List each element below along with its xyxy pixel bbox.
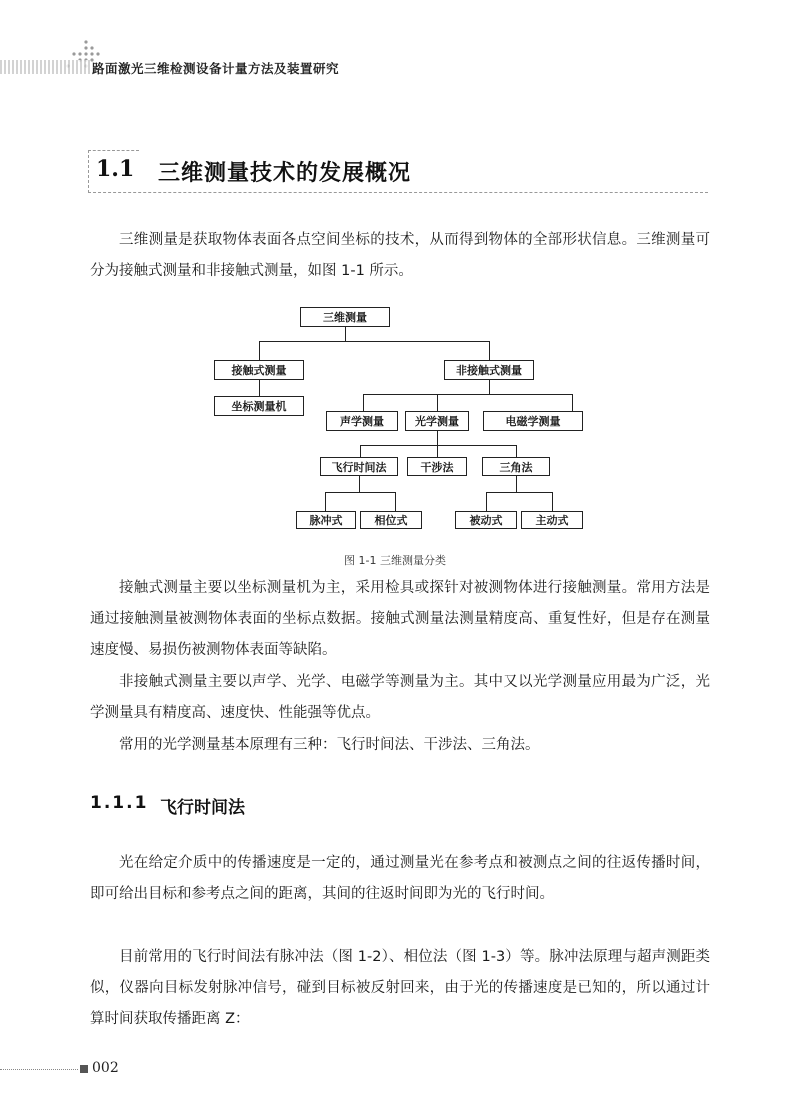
footer-rule	[0, 1069, 78, 1070]
paragraph-principles: 常用的光学测量基本原理有三种：飞行时间法、干涉法、三角法。	[119, 737, 540, 753]
paragraph-noncontact: 非接触式测量主要以声学、光学、电磁学等测量为主。其中又以光学测量应用最为广泛，光学测量具有精度高、速度快、性能强等优点。	[90, 674, 710, 721]
subsection-title: 飞行时间法	[160, 798, 245, 818]
classification-diagram	[200, 300, 600, 540]
node-contact: 接触式测量	[214, 360, 304, 380]
paragraph-tof-methods: 目前常用的飞行时间法有脉冲法（图 1-2）、相位法（图 1-3）等。脉冲法原理与超声测距类似，仪器向目标发射脉冲信号，碰到目标被反射回来，由于光的传播速度是已知的，所以通过计算时间获取传播距离 Z：	[90, 949, 710, 1027]
node-tof: 飞行时间法	[320, 457, 398, 476]
node-root: 三维测量	[300, 307, 390, 327]
paragraph-intro: 三维测量是获取物体表面各点空间坐标的技术，从而得到物体的全部形状信息。三维测量可分为接触式测量和非接触式测量，如图 1-1 所示。	[90, 232, 710, 279]
footer-square-marker	[80, 1065, 88, 1073]
node-triangulation: 三角法	[482, 457, 550, 476]
node-passive: 被动式	[455, 511, 517, 529]
section-number: 1.1	[96, 156, 135, 182]
header-stripe-ornament	[0, 60, 90, 74]
running-head: 路面激光三维检测设备计量方法及装置研究	[92, 61, 340, 76]
node-acoustic: 声学测量	[326, 411, 398, 431]
node-interference: 干涉法	[407, 457, 467, 476]
figure-caption: 图 1-1 三维测量分类	[344, 554, 446, 567]
node-active: 主动式	[521, 511, 583, 529]
node-optical: 光学测量	[405, 411, 469, 431]
node-electromagnetic: 电磁学测量	[483, 411, 583, 431]
node-phase: 相位式	[360, 511, 422, 529]
paragraph-contact: 接触式测量主要以坐标测量机为主，采用检具或探针对被测物体进行接触测量。常用方法是通过接触测量被测物体表面的坐标点数据。接触式测量法测量精度高、重复性好，但是存在测量速度慢、易损伤被测物体表面等缺陷。	[90, 580, 710, 658]
node-pulse: 脉冲式	[296, 511, 356, 529]
subsection-number: 1.1.1	[90, 793, 149, 813]
paragraph-tof-intro: 光在给定介质中的传播速度是一定的，通过测量光在参考点和被测点之间的往返传播时间，即可给出目标和参考点之间的距离，其间的往返时间即为光的飞行时间。	[90, 855, 710, 902]
node-noncontact: 非接触式测量	[444, 360, 534, 380]
node-cmm: 坐标测量机	[214, 396, 304, 416]
section-title: 三维测量技术的发展概况	[158, 161, 412, 186]
page-number: 002	[92, 1060, 119, 1076]
